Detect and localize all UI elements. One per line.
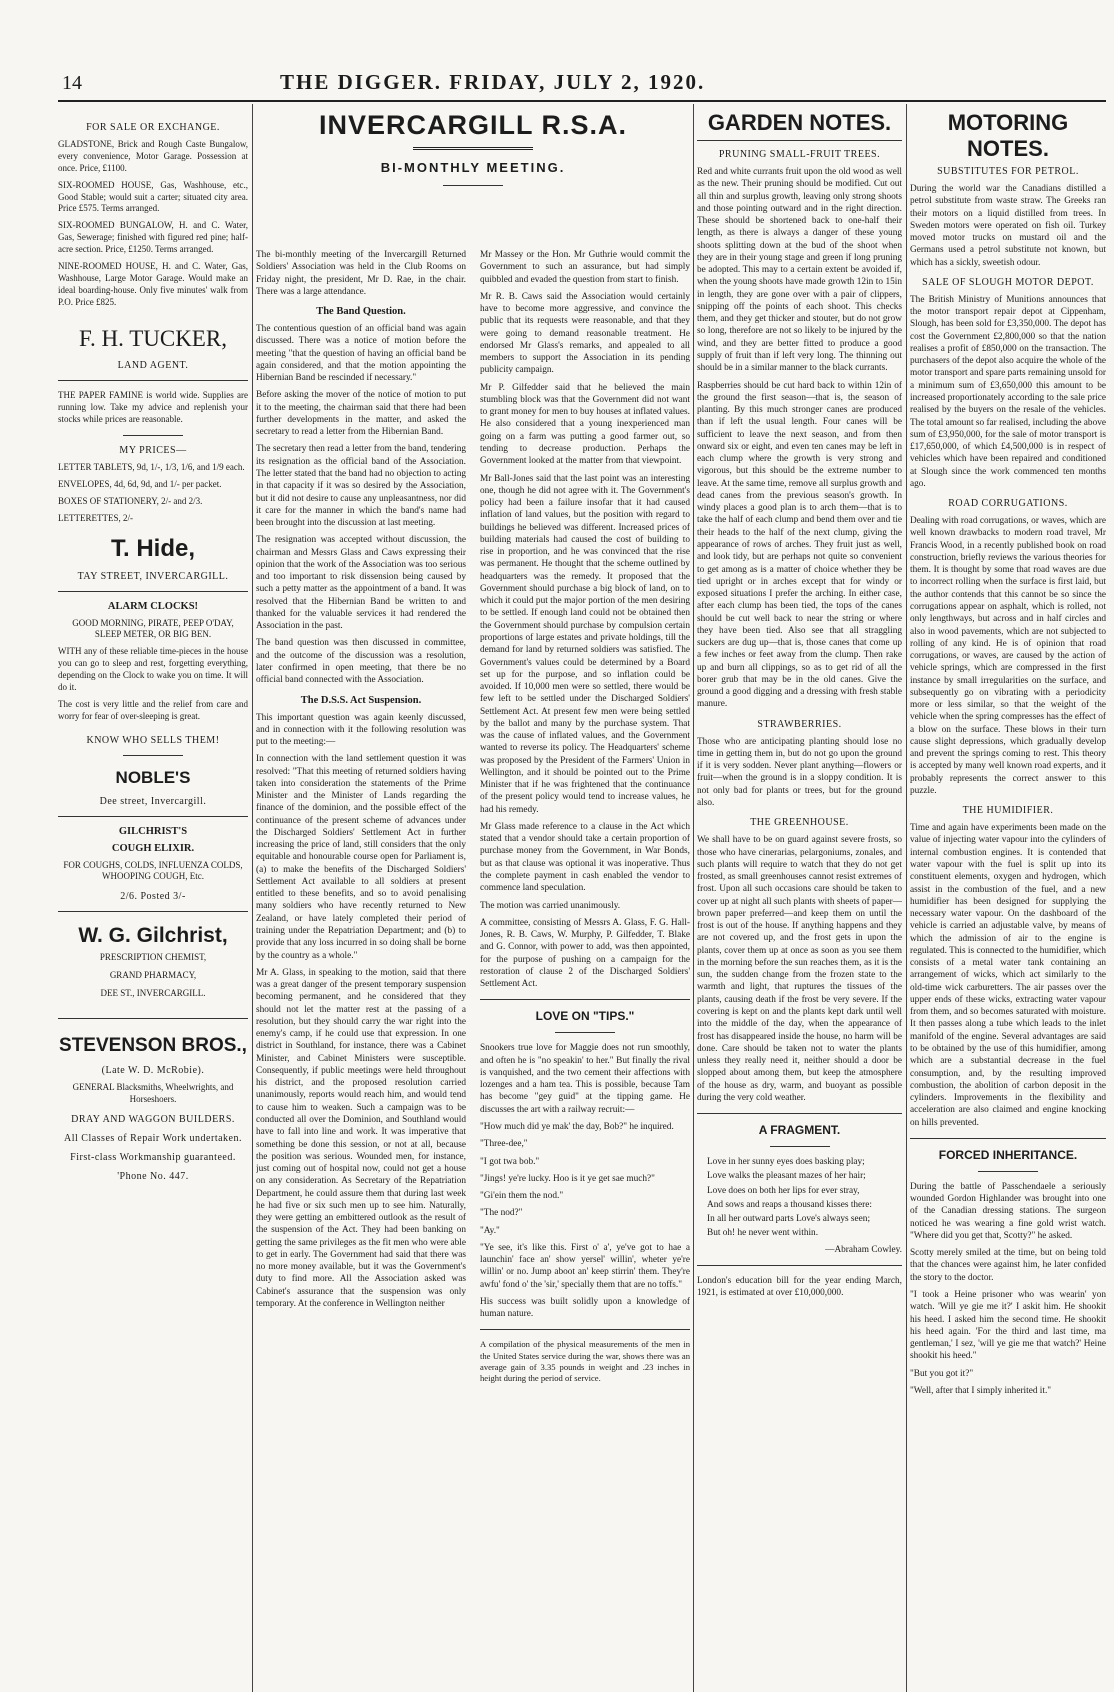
rsa-title: INVERCARGILL R.S.A.: [318, 110, 628, 140]
property-listing: NINE-ROOMED HOUSE, H. and C. Water, Gas, Washhouse, Large Motor Garage. Would make an ideal boarding-house. Only five minutes' walk from P.O. Price £825.: [58, 260, 248, 307]
elixir-body: FOR COUGHS, COLDS, INFLUENZA COLDS, WHOOPING COUGH, Etc.: [63, 859, 243, 882]
poem-line: Love does on both her lips for ever stray,: [707, 1185, 860, 1196]
forced-title: FORCED INHERITANCE.: [938, 1147, 1078, 1162]
article-paragraph: The bi-monthly meeting of the Invercargill Returned Soldiers' Association was held in the Club Rooms on Friday night, the president, Mr D. Rae, in the chair. There was a large attendance.: [256, 250, 466, 297]
tips-paragraph: "Gi'ein them the nod.": [480, 1191, 564, 1202]
wg-gilchrist-name: W. G. Gilchrist,: [78, 924, 228, 948]
rsa-right-paragraphs: [480, 249, 690, 990]
alarm-heading: ALARM CLOCKS!: [107, 600, 199, 612]
divider: [978, 1171, 1038, 1172]
tips-paragraph: "Jings! ye're lucky. Hoo is it ye get sae much?": [480, 1173, 655, 1184]
paper-famine-ad: THE PAPER FAMINE is world wide. Supplies are running low. Take my advice and replenish your stocks while prices are reasonable.: [58, 390, 248, 425]
pruning-paragraph: Raspberries should be cut hard back to within 12in of the ground the first season—that is, the season of planting. By this much stronger canes are produced than if left the usual length. Four canes will be sufficient to leave the next season, and from then onward six or eight, and even ten canes may be left in each clump where the growth is very strong and vigorous, but this should be the extreme number to leave. At the same time, remove all surplus growth and dead canes from the previous season's growth. In windy places a good plan is to arch them—that is to take the half of each clump and bend them over and tie their heads to the half of the next clump, giving the appearance of rows of arches. They fruit just as well, and look tidy, but are perhaps not quite so convenient to get among as is a matter of choice whether they be tied upright or in arches except that for windy or exposed situations I prefer the arching. In either case, after each clump has been tied, the tops of the canes should be cut well back to near the string or where they have been tied. Also see that all straggling suckers are dug up—that is, those canes that come up a few inches or feet away from the clump. Then rake up and burn all clippings, so as to get rid of all the borer grub that may be in the old canes. Give the ground a good digging and a dressing with fresh stable manure.: [697, 380, 902, 710]
strawberries-heading: STRAWBERRIES.: [757, 718, 842, 730]
nobles-name: NOBLE'S: [115, 767, 191, 787]
pruning-paragraph: Red and white currants fruit upon the old wood as well as the new. Their pruning should be modified. Cut out all thin and surplus growth, leaving only strong shoots and those pointing outward and in the right direction. These should be shortened back to one-half their length, as there is always a danger of these young shoots splitting down at the bud of the shoot when they are in their young stage and green if long pruning be adopted. This may to a certain extent be avoided if, when the young shoots have made growth 12in to 15in in length, they are gone over with a pair of clippers, snipping off the points of each shoot. This checks them, and they get thicker and stouter, but do not grow so long, therefore are not so likely to be injured by the wind, and they are better fitted to produce a good supply of fruit than if left very long. The thinning out should be in a similar manner to the black currants.: [697, 167, 902, 374]
column-rule: [693, 104, 694, 1692]
article-paragraph: Mr P. Gilfedder said that he believed the main stumbling block was that the Government did not want to grant money for men to buy houses at inflated values. He also considered that a young inexperienced man going on a farm was putting a good farmer out, so tending to decrease production. Perhaps the Government looked at the matter from that viewpoint.: [480, 382, 690, 467]
property-listings: [58, 139, 248, 308]
fragment-title: A FRAGMENT.: [758, 1123, 841, 1138]
stevenson-late: (Late W. D. McRobie).: [101, 1064, 205, 1076]
rsa-article: [256, 104, 690, 1692]
article-paragraph: Mr A. Glass, in speaking to the motion, said that there was a great danger of the present temporary suspension becoming permanent, and he considered that they should not let the matter rest at the passing of a resolution, but they should carry the war right into the enemy's camp, if he could use that expression. In one district in Southland, for instance, there was a Cabinet Minister, and Cabinet Ministers were susceptible. Consequently, if public meetings were held throughout his district, and the proposed resolution carried unanimously, reports would reach him, and would tend to cause him to weaken. Such a campaign was to be conducted all over the Dominion, and Southland would have to fall into line and work. It was imperative that something be done this session, or not at all, because the position was serious. Wounded men, for instance, just coming out of hospital now, could not get a house on any consideration. As Secretary of the Repatriation Department, he could assure them that during last week he had five or six such men up to see him. Naturally, they were getting an embittered outlook as the result of the suspension of the Act. They had been banking on getting the same privileges as the fit men who were able to get in early. The Government had said that there was no more money available, but it was the Government's duty to find more. All the Association asked was Cabinet's assurance that the suspension was only temporary. At the conference in Wellington neither: [256, 967, 466, 1309]
stevenson-repair: All Classes of Repair Work undertaken.: [64, 1132, 242, 1144]
stevenson-general: GENERAL Blacksmiths, Wheelwrights, and Horseshoers.: [72, 1081, 234, 1104]
masthead-rule: [58, 100, 1106, 102]
divider: [58, 380, 248, 381]
masthead: [0, 70, 1114, 98]
divider: [58, 1018, 248, 1019]
nobles-address: Dee street, Invercargill.: [99, 795, 207, 807]
alarm-body: WITH any of these reliable time-pieces in the house you can go to sleep and rest, forgetting everything, depending on the Clock to wake you on time. It will do it.: [58, 646, 248, 692]
poem-line: Love in her sunny eyes does basking play;: [707, 1157, 865, 1168]
divider: [770, 1146, 830, 1147]
rsa-subtitle: BI-MONTHLY MEETING.: [380, 160, 566, 175]
price-item: LETTERETTES, 2/-: [58, 512, 133, 523]
stevenson-first: First-class Workmanship guaranteed.: [70, 1151, 236, 1163]
tips-story: [480, 1042, 690, 1320]
column-rule: [906, 104, 907, 1692]
title-rule: [413, 147, 533, 150]
garden-title: GARDEN NOTES.: [707, 110, 892, 135]
road-heading: ROAD CORRUGATIONS.: [948, 498, 1068, 510]
slough-text: The British Ministry of Munitions announces that the motor transport repair depot at Cippenham, Slough, has been sold for £3,350,000. The depot has cost the Government £2,800,000 so that the nation realises a profit of £850,000 on the transaction. The purchasers of the depot also acquire the whole of the motor transport and spare parts remaining unsold for a minimum sum of £3,650,000 this amount to be increased proportionately according to the sale price realised by the buyers on the resale of the vehicles. The total amount so far realised, including the above sum of £3,950,000, for the sale of motor transport is £17,650,000, of which £4,500,000 is in respect of vehicles which have been repaired and conditioned at Slough since the work commenced ten months ago.: [910, 294, 1106, 489]
pruning-text: [697, 166, 902, 711]
greenhouse-text: We shall have to be on guard against severe frosts, so those who have cinerarias, pelargoniums, zonales, and such plants will require to watch that they do not get frosted, as small greenhouses cannot resist extremes of frost. Upon all such occasions care should be taken to cover up at night all such plants with sheets of paper—brown paper preferred—and keep them on until the frost is out of the house. If anything happens and they are not covered up, and the frost gets in upon the plants, cover them up at once as soon as you see them in the morning before the sun reaches them, as it is the sun, the sudden change from the frozen state to the warmth and light, that ruptures the tissues of the plants, causing death if the frost be very severe. If the covering is kept on and the plants kept dark until well into the middle of the day, when the appearance of frost has disappeared inside the house, no harm will be done. Care should be taken not to water the plants unless they really need it, neither should a door be slopped about among them, but keep the atmosphere of the house as dry, warm, and buoyant as possible during the very cold weather.: [697, 835, 902, 1103]
pruning-heading: PRUNING SMALL-FRUIT TREES.: [718, 149, 881, 160]
article-paragraph: The resignation was accepted without discussion, the chairman and Messrs Glass and Caws expressing their opinion that the work of the Association was too serious and too important to risk dissension being caused by such a petty matter as the appointment of a band. It was resolved that the Hibernian Band be written to and thanked for the valuable services it had rendered the Association in the past.: [256, 535, 466, 632]
divider: [123, 755, 183, 756]
divider: [697, 1265, 902, 1266]
article-paragraph: In connection with the land settlement question it was resolved: "That this meeting of returned soldiers having taken into consideration the statements of the Prime Minister and the Minister of Lands regarding the finance of the dominion, and the possible effect of the continuance of the present scheme of advances under the Discharged Soldiers' Settlement Act in further increasing the price of land, still considers that the only equitable and honourable course open for Parliament is, (a) to make the benefits of the Discharged Soldiers' Settlement Act available to all soldiers at present entitled to these benefits, and so to avoid penalising many soldiers who have recently returned to New Zealand, or have lately completed their period of training under the Repatriation Department; and (b) to provide that any loss incurred in so doing shall be borne by the country as a whole.": [256, 754, 466, 961]
forced-paragraph: During the battle of Passchendaele a seriously wounded Gordon Highlander was brought into one of the Canadian dressing stations. The surgeon noticed he was wearing a fine gold wrist watch. "Where did you get that, Scotty?" he asked.: [910, 1181, 1106, 1241]
section-heading: The Band Question.: [316, 306, 406, 318]
section-heading: The D.S.S. Act Suspension.: [300, 694, 422, 706]
tips-paragraph: "How much did ye mak' the day, Bob?" he inquired.: [480, 1122, 674, 1132]
prices-heading: MY PRICES—: [119, 445, 187, 456]
humidifier-text: Time and again have experiments been made on the value of injecting water vapour into the cylinders of internal combustion engines. It is contended that water vapour with the fuel is split up into its constituent elements, oxygen and hydrogen, which assist in the combustion of the fuel, and a new humidifier has been designed for supplying the necessary water vapour. On the dashboard of the vehicle is carried an adjustable valve, by means of which the admission of air to the engine is regulated. This is connected to the humidifier, which consists of a metal water tank containing an arrangement of wicks, which act similarly to the old-time wick carburetters. The air passes over the upper ends of these wicks, extracting water vapour from them, and so becomes saturated with moisture. It then passes along a tube which leads to the inlet manifold of the engine. Several advantages are said to be obtained by the use of this humidifier, among which are a substantial decrease in the fuel consumption, and, by the resulting improved combustion, the abolition of carbon deposit in the cylinders. Improvements in the flexibility and acceleration are also claimed and engine knocking on hills prevented.: [910, 823, 1106, 1128]
elixir-price: 2/6. Posted 3/-: [120, 891, 186, 903]
divider: [58, 816, 248, 817]
wg-gilchrist-lines: [58, 952, 248, 1000]
london-note: London's education bill for the year ending March, 1921, is estimated at over £10,000,000.: [697, 1275, 902, 1299]
tips-paragraph: "Three-dee,": [480, 1139, 528, 1150]
motoring-notes-column: [910, 104, 1106, 1692]
tucker-role: LAND AGENT.: [117, 360, 189, 372]
tips-paragraph: "I got twa bob.": [480, 1156, 540, 1167]
stevenson-dray: DRAY AND WAGGON BUILDERS.: [71, 1113, 235, 1125]
property-listing: SIX-ROOMED HOUSE, Gas, Washhouse, etc., Good Stable; would suit a carter; situated city area. Price £575. Terms arranged.: [58, 179, 248, 214]
know-who-sells: KNOW WHO SELLS THEM!: [86, 734, 220, 746]
poem-author: —Abraham Cowley.: [825, 1244, 902, 1255]
property-listing: SIX-ROOMED BUNGALOW, H. and C. Water, Gas, Sewerage; finished with figured red pine; half-acre section. Price, £1250. Terms arranged.: [58, 220, 248, 254]
article-paragraph: Mr Ball-Jones said that the last point was an interesting one, though he did not agree with it. The Government's policy had been a failure insofar that it had caused inflation of land values, but the position with regard to buildings he believed was different. Increased prices of building materials had caused the cost of building to rise in proportion, and he was convinced that the rise was permanent. He thought that the scheme outlined by headquarters was the remedy. It proposed that the Government should purchase a big block of land, on to which it could put the major portion of the men desiring to be settled. If enough land could not be obtained then the Government should purchase by compulsion certain proportions of large estates and private holdings, till the demand for land by returned soldiers was satisfied. The Government's values could be determined by a Board set up for the purpose, and so inflation could be avoided. If 10,000 men were so settled, there would be few left to be settled under the Discharged Soldiers' Settlement Act. At present few men were being settled by the ballot and many by the purchase system. That was the cause of inflated values, and the Government wanted to reverse its policy. The Headquarters' scheme was proposed by the President of the Farmers' Union in Wellington, and it should be pointed out to the Prime Minister that if he was frightened that the continuance of the present policy would tend to increase values, he had his remedy.: [480, 473, 690, 815]
poem-line: In all her outward parts Love's always seen;: [707, 1214, 871, 1225]
article-paragraph: This important question was again keenly discussed, and in connection with it the following resolution was put to the meeting:—: [256, 712, 466, 748]
tips-paragraph: "Ay.": [480, 1225, 500, 1236]
slough-heading: SALE OF SLOUGH MOTOR DEPOT.: [922, 276, 1094, 288]
forced-story: [910, 1181, 1106, 1397]
petrol-text: During the world war the Canadians distilled a petrol substitute from waste straw. The Greeks ran their motors on a liquid distilled from trees. In Sweden motors were operated on fish oil. Turkey moved motor trucks on mustard oil and the Germans used a petrol substitute not known, but which has a sickly, sweetish odour.: [910, 184, 1106, 268]
tucker-name: F. H. TUCKER,: [79, 326, 227, 352]
tips-title: LOVE ON "TIPS.": [535, 1009, 635, 1024]
motoring-title: MOTORING NOTES.: [947, 110, 1069, 161]
forced-paragraph: Scotty merely smiled at the time, but on being told that the chances were against him, he later confided the story to the doctor.: [910, 1248, 1106, 1283]
divider: [697, 1113, 902, 1114]
divider: [58, 591, 248, 592]
strawberries-text: Those who are anticipating planting should lose no time in getting them in, but do not go upon the ground if it is very sodden. Never plant anything—flowers or fruit—when the ground is in a sloppy condition. It is not only bad for plants or trees, but for the ground also.: [697, 736, 902, 809]
article-paragraph: The motion was carried unanimously.: [480, 900, 621, 911]
divider: [443, 185, 503, 186]
alarm-models: GOOD MORNING, PIRATE, PEEP O'DAY, SLEEP METER, OR BIG BEN.: [72, 617, 234, 640]
advertisements-column: [58, 104, 248, 1692]
alarm-cost: The cost is very little and the relief from care and worry for fear of over-sleeping is great.: [58, 698, 248, 721]
garden-notes-column: [697, 104, 902, 1692]
title-rule: [697, 140, 902, 141]
newspaper-title: THE DIGGER. FRIDAY, JULY 2, 1920.: [280, 70, 706, 94]
poem-line: And sows and reaps a thousand kisses there:: [707, 1199, 872, 1210]
fragment-poem: [697, 1156, 902, 1240]
measurements-note: A compilation of the physical measurements of the men in the United States service during the war, shows there was an average gain of 3.35 pounds in weight and .23 inches in height during the period of service.: [480, 1339, 690, 1384]
poem-line: Love walks the pleasant mazes of her hair;: [707, 1171, 866, 1182]
forced-paragraph: "Well, after that I simply inherited it.": [910, 1385, 1052, 1396]
hide-name: T. Hide,: [110, 534, 195, 562]
road-text: Dealing with road corrugations, or waves, which are well known drawbacks to modern road travel, Mr Francis Wood, in a recently published book on road construction, briefly reviews the various theories for them. It is thought by some that road waves are due to incorrect rolling when the surface is first laid, but the author contends that this cannot be so since the corrugations appear on asphalt, which is rolled, not only lengthways, but across and in half circles and also in wood pavements, which are not subjected to rolling of any kind. He is of opinion that road corrugations, or waves, are caused by the action of vehicle springs, which are compressed in the first instance by small irregularities on the surface, and subsequently go on vibrating with a periodicity more or less similar, so that the weight of the vehicle when the spring compresses has the effect of a blow on the surface. These blows in their turn cause slight depressions, which gradually develop and prevent the springs coming to rest. This theory is accepted by many well known road experts, and it probably represents the correct answer to this puzzle.: [910, 516, 1106, 796]
divider: [480, 1329, 690, 1330]
rsa-right-column: [480, 249, 690, 1390]
gilchrist-heading: GILCHRIST'S: [118, 825, 188, 837]
wg-gilchrist-line: GRAND PHARMACY,: [109, 970, 197, 981]
wg-gilchrist-line: DEE ST., INVERCARGILL.: [100, 988, 206, 998]
price-item: LETTER TABLETS, 9d, 1/-, 1/3, 1/6, and 1/9 each.: [58, 462, 245, 472]
stevenson-phone: 'Phone No. 447.: [117, 1170, 189, 1182]
elixir-heading: COUGH ELIXIR.: [111, 842, 195, 854]
tips-paragraph: Snookers true love for Maggie does not run smoothly, and often he is "no speakin' to her." But finally the rival is vanquished, and the two cement their affections with lozenges and a ham tea. This is possible, because Tam has become "gey guid" at the tipping game. He discusses the art with a railway recruit:—: [480, 1043, 690, 1115]
price-list: [58, 462, 248, 525]
article-paragraph: The band question was then discussed in committee, and the outcome of the discussion was a resolution, later confirmed in open meeting, that there be no official band connected with the Association.: [256, 638, 466, 686]
wg-gilchrist-line: PRESCRIPTION CHEMIST,: [99, 952, 207, 963]
divider: [58, 911, 248, 912]
property-listing: GLADSTONE, Brick and Rough Caste Bungalow, every convenience, Motor Garage. Possession at once. Price, £1100.: [58, 139, 248, 173]
article-paragraph: Mr Glass made reference to a clause in the Act which stated that a vendor should take a certain proportion of purchase money from the Government, in War Bonds, but as that clause was optional it was inoperative. Thus the complete payment in cash enabled the vendor to commence land speculation.: [480, 821, 690, 894]
tips-paragraph: "The nod?": [480, 1208, 523, 1219]
rsa-left-column: [256, 249, 466, 1315]
article-paragraph: A committee, consisting of Messrs A. Glass, F. G. Hall-Jones, R. B. Caws, W. Murphy, P. Gilfedder, T. Blake and G. Connor, with power to add, was then appointed, for the purpose of pushing on a campaign for the restoration of clause 2 of the Discharged Soldiers' Settlement Act.: [480, 917, 690, 990]
humidifier-heading: THE HUMIDIFIER.: [962, 805, 1054, 817]
tips-paragraph: "Ye see, it's like this. First o' a', ye've got to hae a launchin' face an' show yersel' willin', wheter ye're willin' or no. Jump aboot an' keep stirrin' them. They're awfu' fond o' the 'sir,' specially them that are no toffs.": [480, 1242, 690, 1290]
page-number: 14: [62, 72, 82, 94]
article-paragraph: Mr Massey or the Hon. Mr Guthrie would commit the Government to such an assurance, but had simply quibbled and evaded the question from start to finish.: [480, 250, 690, 285]
article-paragraph: Mr R. B. Caws said the Association would certainly have to become more aggressive, and convince the public that its requests were reasonable, and that they were going to demand reasonable treatment. He endorsed Mr Glass's remarks, and appealed to all members to support the Association in its pending publicity campaign.: [480, 291, 690, 376]
column-rule: [252, 104, 253, 1692]
article-paragraph: The contentious question of an official band was again discussed. There was a notice of motion before the meeting "that the question of having an official band be again considered, and that the motion appointing the Hibernian Band be rescinded if necessary.": [256, 324, 466, 384]
forced-paragraph: "But you got it?": [910, 1368, 974, 1379]
greenhouse-heading: THE GREENHOUSE.: [750, 817, 849, 829]
divider: [910, 1138, 1106, 1139]
article-paragraph: The secretary then read a letter from the band, tendering its resignation as the official band of the Association. The letter stated that the band had no objection to acting in that capacity if it was so desired by the Association, but it did not desire to cause any unpleasantness, nor did it care for the manner in which the band's name had been brought into the discussion at last meeting.: [256, 444, 466, 529]
petrol-heading: SUBSTITUTES FOR PETROL.: [937, 166, 1079, 177]
price-item: BOXES OF STATIONERY, 2/- and 2/3.: [58, 495, 203, 506]
stevenson-name: STEVENSON BROS.,: [59, 1034, 247, 1056]
hide-address: TAY STREET, INVERCARGILL.: [77, 570, 229, 582]
article-paragraph: Before asking the mover of the notice of motion to put it to the meeting, the chairman said that there had been further developments in the matter, and asked the secretary to read a letter from the Hibernian Band.: [256, 390, 466, 438]
poem-line: But oh! he never went within.: [707, 1228, 819, 1239]
tips-paragraph: His success was built solidly upon a knowledge of human nature.: [480, 1296, 690, 1320]
forced-paragraph: "I took a Heine prisoner who was wearin' yon watch. 'Will ye gie me it?' I askit him. He shookit his heed. I asked him the second time. He shookit his heed again. 'For the third and last time, ma gentleman,' I sez, 'will ye gie me that watch?' Heine shookit his heed.": [910, 1289, 1106, 1362]
divider: [555, 1032, 615, 1033]
divider: [123, 435, 183, 436]
for-sale-heading: FOR SALE OR EXCHANGE.: [86, 122, 220, 133]
price-item: ENVELOPES, 4d, 6d, 9d, and 1/- per packet.: [58, 478, 222, 489]
divider: [480, 999, 690, 1000]
